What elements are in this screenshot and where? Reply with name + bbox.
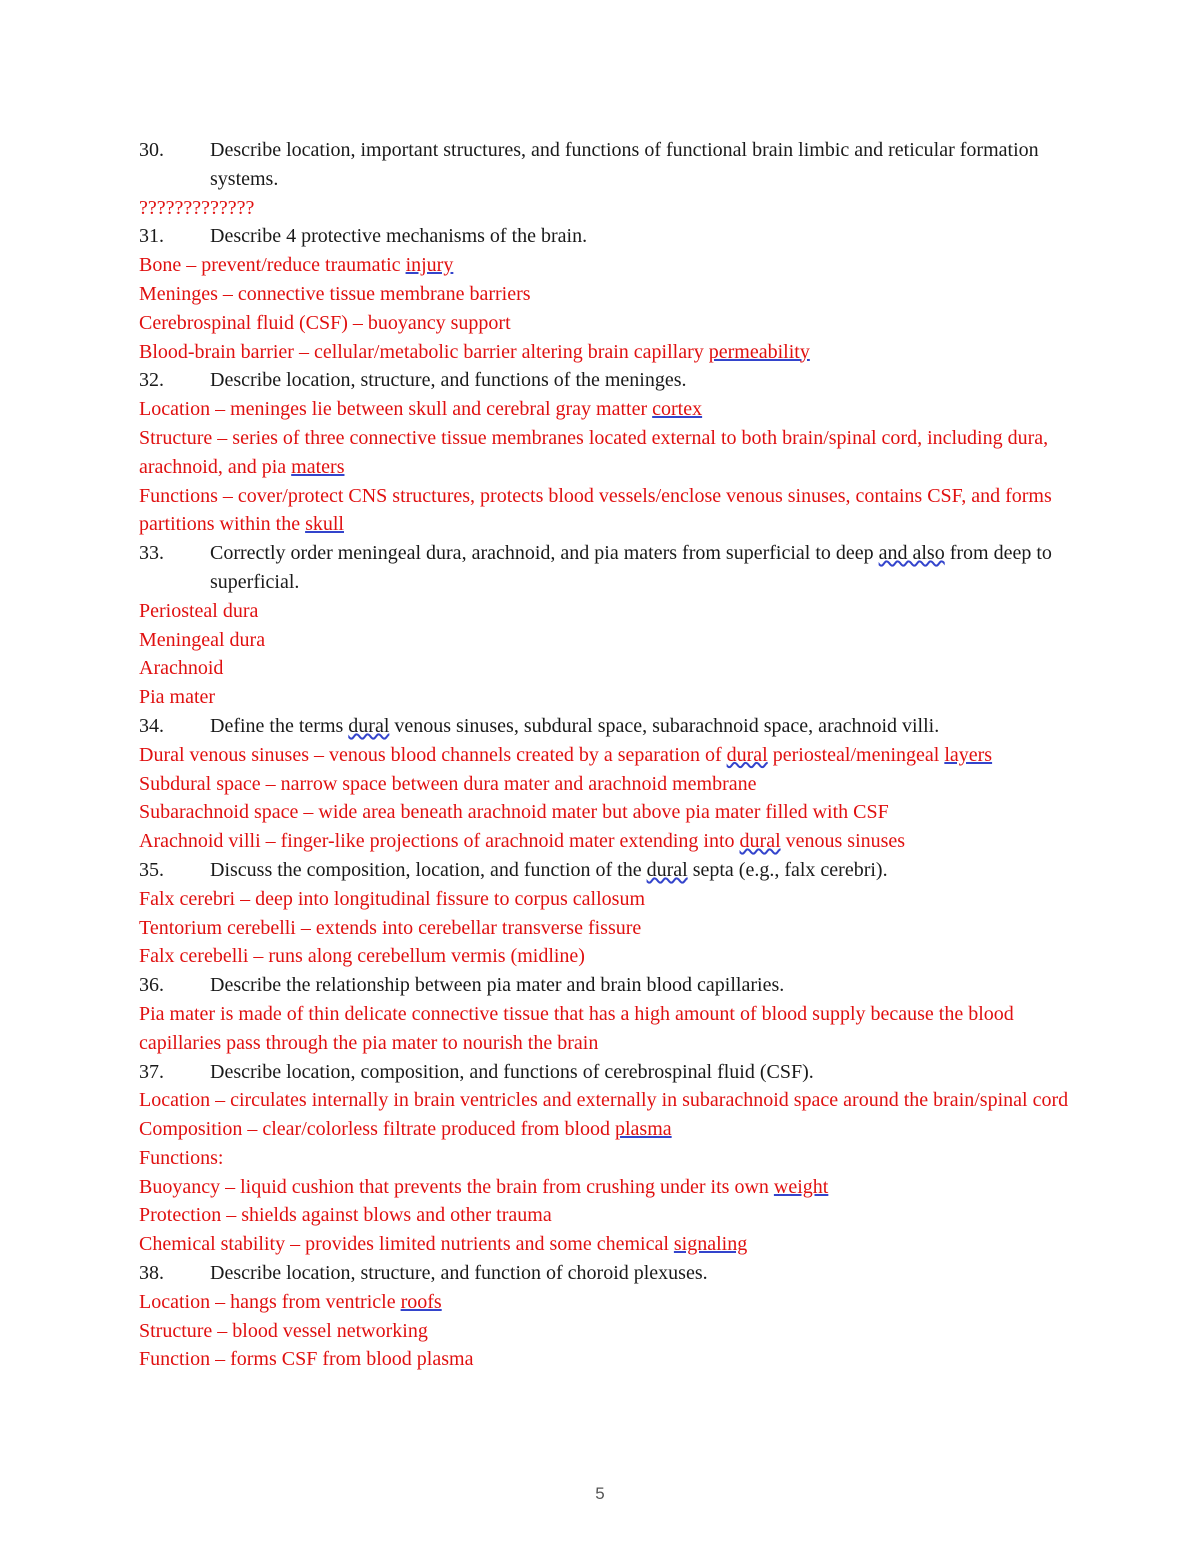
answer-line [139, 1288, 1099, 1317]
question-number: 32. [139, 369, 164, 392]
answer-line: Meninges – connective tissue membrane barriers [139, 282, 531, 305]
answer-line [139, 1173, 1099, 1202]
answer-line [139, 482, 1099, 540]
flagged-word: cortex [652, 398, 703, 421]
answer-text: periosteal/meningeal [767, 743, 945, 766]
flagged-word: signaling [673, 1233, 748, 1256]
answer-line: Subdural space – narrow space between dura mater and arachnoid membrane [139, 772, 757, 795]
question-text: Discuss the composition, location, and function of the [210, 858, 647, 881]
answer-line [139, 827, 1099, 856]
answer-line [139, 424, 1099, 482]
answer-text: Dural venous sinuses – venous blood channels created by a separation of [139, 743, 727, 766]
flagged-word: roofs [400, 1290, 442, 1313]
flagged-word: maters [291, 455, 345, 478]
flagged-word: dural [348, 714, 390, 737]
question-text: Describe location, structure, and functions of the meninges. [210, 369, 687, 392]
answer-line: Falx cerebri – deep into longitudinal fissure to corpus callosum [139, 887, 645, 910]
question-number: 36. [139, 974, 164, 997]
answer-line: Meningeal dura [139, 628, 266, 651]
answer-line: Cerebrospinal fluid (CSF) – buoyancy support [139, 311, 511, 334]
question-text: Describe the relationship between pia mater and brain blood capillaries. [210, 974, 785, 997]
flagged-word: weight [773, 1175, 829, 1198]
answer-line: Protection – shields against blows and other trauma [139, 1204, 552, 1227]
answer-text: Location – hangs from ventricle [139, 1290, 401, 1313]
question-32 [139, 366, 1099, 395]
answer-line [139, 395, 1099, 424]
flagged-word: skull [305, 513, 344, 536]
answer-text: Blood-brain barrier – cellular/metabolic barrier altering brain capillary [139, 340, 709, 363]
question-38 [139, 1259, 1099, 1288]
answer-line: Functions: [139, 1146, 224, 1169]
answer-text: Chemical stability – provides limited nutrients and some chemical [139, 1233, 674, 1256]
question-number: 37. [139, 1060, 164, 1083]
question-text: Describe 4 protective mechanisms of the brain. [210, 225, 588, 248]
answer-line [139, 251, 1099, 280]
answer-line: Structure – blood vessel networking [139, 1319, 428, 1342]
answer-text: Composition – clear/colorless filtrate produced from blood [139, 1118, 615, 1141]
answer-line [139, 338, 1099, 367]
document-body [139, 136, 1099, 1374]
flagged-word: plasma [615, 1118, 672, 1141]
flagged-word: injury [405, 254, 454, 277]
question-text: Correctly order meningeal dura, arachnoid, and pia maters from superficial to deep [210, 542, 879, 565]
question-34 [139, 712, 1099, 741]
flagged-word: dural [646, 858, 688, 881]
page-number: 5 [595, 1484, 605, 1503]
answer-text: venous sinuses [780, 830, 906, 853]
question-number: 35. [139, 858, 164, 881]
question-text: septa (e.g., falx cerebri). [687, 858, 888, 881]
question-text: venous sinuses, subdural space, subarachnoid space, arachnoid villi. [389, 714, 940, 737]
question-36 [139, 971, 1099, 1000]
answer-text: Location – meninges lie between skull and cerebral gray matter [139, 398, 653, 421]
question-number: 34. [139, 714, 164, 737]
question-text: from deep to superficial. [210, 542, 1052, 593]
answer-text: Buoyancy – liquid cushion that prevents the brain from crushing under its own [139, 1175, 774, 1198]
question-30 [139, 136, 1099, 194]
answer-text: Arachnoid villi – finger-like projections of arachnoid mater extending into [139, 830, 740, 853]
question-number: 31. [139, 225, 164, 248]
answer-text: Structure – series of three connective tissue membranes located external to both brain/spinal cord, including dura, arachnoid, and pia [139, 426, 1049, 478]
answer-line [139, 741, 1099, 770]
answer-text: Functions – cover/protect CNS structures, protects blood vessels/enclose venous sinuses, contains CSF, and forms partitions within the [139, 484, 1052, 536]
question-text: Define the terms [210, 714, 349, 737]
flagged-word: dural [739, 830, 781, 853]
answer-line: Arachnoid [139, 657, 224, 680]
question-text: Describe location, structure, and function of choroid plexuses. [210, 1262, 708, 1285]
question-33 [139, 539, 1099, 597]
question-37 [139, 1058, 1099, 1087]
answer-line: Tentorium cerebelli – extends into cerebellar transverse fissure [139, 916, 642, 939]
flagged-word: layers [944, 743, 993, 766]
question-number: 33. [139, 542, 164, 565]
answer-line [139, 1115, 1099, 1144]
question-text: Describe location, important structures, and functions of functional brain limbic and reticular formation systems. [210, 139, 1039, 190]
answer-line: Falx cerebelli – runs along cerebellum vermis (midline) [139, 945, 585, 968]
answer-line: Function – forms CSF from blood plasma [139, 1348, 474, 1371]
answer-line: Pia mater is made of thin delicate connective tissue that has a high amount of blood supply because the blood capillaries pass through the pia mater to nourish the brain [139, 1002, 1014, 1054]
flagged-word: permeability [708, 340, 810, 363]
answer-line [139, 1230, 1099, 1259]
question-number: 38. [139, 1262, 164, 1285]
answer-line: Pia mater [139, 686, 216, 709]
flagged-word: and also [878, 542, 945, 565]
question-35 [139, 856, 1099, 885]
answer-line: ????????????? [139, 196, 255, 219]
answer-line: Periosteal dura [139, 599, 259, 622]
question-number: 30. [139, 139, 164, 161]
answer-line: Location – circulates internally in brain ventricles and externally in subarachnoid space around the brain/spinal cord [139, 1089, 1069, 1112]
answer-text: Bone – prevent/reduce traumatic [139, 254, 406, 277]
question-text: Describe location, composition, and functions of cerebrospinal fluid (CSF). [210, 1060, 814, 1083]
answer-line: Subarachnoid space – wide area beneath arachnoid mater but above pia mater filled with CSF [139, 801, 889, 824]
question-31 [139, 222, 1099, 251]
flagged-word: dural [726, 743, 768, 766]
